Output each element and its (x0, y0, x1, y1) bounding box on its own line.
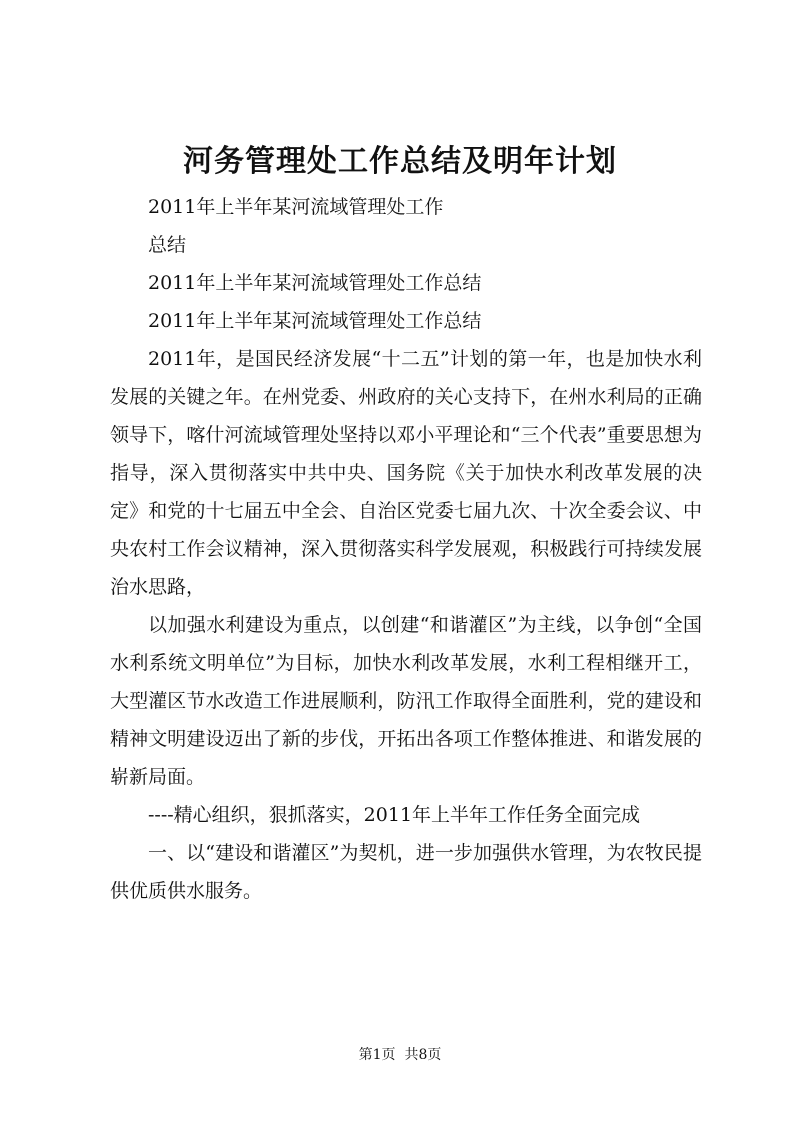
paragraph-subtitle-1: 2011年上半年某河流域管理处工作 (148, 196, 444, 218)
paragraph-subtitle-2: 总结 (148, 234, 187, 256)
page-total: 共8页 (404, 1047, 442, 1063)
paragraph-item-1: 一、以“建设和谐灌区”为契机，进一步加强供水管理，为农牧民提供优质供水服务。 (110, 842, 702, 902)
paragraph-heading-2: 2011年上半年某河流域管理处工作总结 (148, 310, 482, 332)
paragraph-intro: 2011年，是国民经济发展“十二五”计划的第一年，也是加快水利发展的关键之年。在州党委、州政府的关心支持下，在州水利局的正确领导下，喀什河流域管理处坚持以邓小平理论和“三个代表”重要思想为指导，深入贯彻落实中共中央、国务院《关于加快水利改革发展的决定》和党的十七届五中全会、自治区党委七届九次、十次全委会议、中央农村工作会议精神，深入贯彻落实科学发展观，积极践行可持续发展治水思路， (110, 348, 702, 598)
page-number: 第1页 (358, 1047, 396, 1063)
document-body (110, 188, 702, 910)
paragraph-section-heading: ----精心组织，狠抓落实，2011年上半年工作任务全面完成 (148, 804, 641, 826)
paragraph-heading-1: 2011年上半年某河流域管理处工作总结 (148, 272, 482, 294)
page-footer (0, 1045, 800, 1065)
paragraph-achievements: 以加强水利建设为重点，以创建“和谐灌区”为主线，以争创“全国水利系统文明单位”为目标，加快水利改革发展，水利工程相继开工，大型灌区节水改造工作进展顺利，防汛工作取得全面胜利，党的建设和精神文明建设迈出了新的步伐，开拓出各项工作整体推进、和谐发展的崭新局面。 (110, 614, 702, 788)
document-title: 河务管理处工作总结及明年计划 (183, 144, 617, 179)
